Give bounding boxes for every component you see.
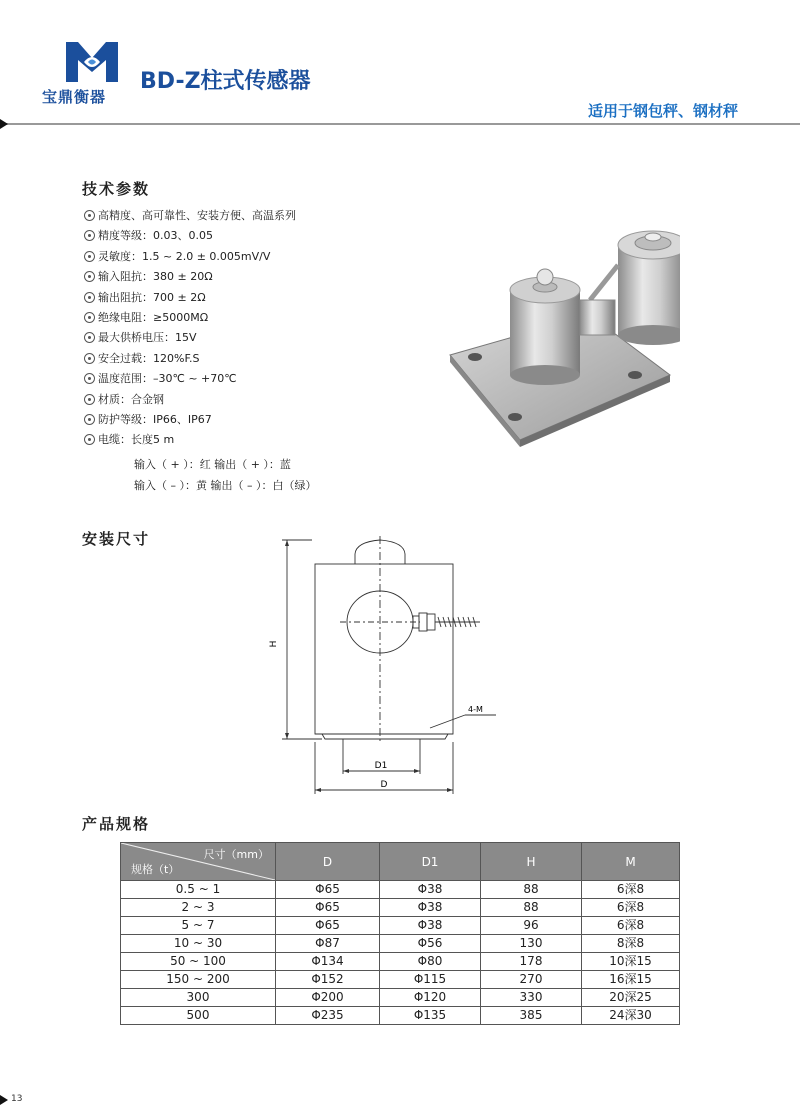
bullet-icon <box>84 353 95 364</box>
table-cell: Φ235 <box>276 1007 380 1025</box>
cable-wiring-line: 输入（ – ）：黄 输出（ – ）：白（绿） <box>134 479 317 492</box>
spec-item: 输入阻抗：380 ± 20Ω <box>84 267 296 287</box>
bullet-icon <box>84 414 95 425</box>
spec-item: 绝缘电阻：≥5000MΩ <box>84 308 296 328</box>
d-label: D <box>380 780 388 790</box>
table-row <box>121 899 680 917</box>
spec-item: 高精度、高可靠性、安装方便、高温系列 <box>84 206 296 226</box>
spec-item: 防护等级：IP66、IP67 <box>84 410 296 430</box>
table-cell: Φ65 <box>276 917 380 935</box>
table-cell: Φ65 <box>276 881 380 899</box>
company-name: 宝鼎衡器 <box>42 88 107 106</box>
install-section-title: 安装尺寸 <box>82 530 151 548</box>
page-title: BD-Z柱式传感器 <box>140 69 311 94</box>
table-cell: Φ38 <box>380 899 481 917</box>
table-cell: 178 <box>481 953 582 971</box>
table-cell: 16深15 <box>582 971 680 989</box>
table-cell: 300 <box>121 989 276 1007</box>
product-photo <box>440 205 680 450</box>
spec-item: 精度等级：0.03、0.05 <box>84 226 296 246</box>
table-cell: Φ38 <box>380 917 481 935</box>
bullet-icon <box>84 292 95 303</box>
d1-label: D1 <box>374 761 388 771</box>
table-cell: Φ200 <box>276 989 380 1007</box>
table-cell: Φ152 <box>276 971 380 989</box>
table-cell: 330 <box>481 989 582 1007</box>
page-number: 13 <box>11 1094 23 1104</box>
table-cell: 6深8 <box>582 881 680 899</box>
table-cell: 88 <box>481 881 582 899</box>
table-cell: 5 ~ 7 <box>121 917 276 935</box>
table-cell: Φ38 <box>380 881 481 899</box>
table-cell: 150 ~ 200 <box>121 971 276 989</box>
bullet-icon <box>84 373 95 384</box>
header-divider <box>0 123 800 125</box>
table-row <box>121 953 680 971</box>
table-cell: 500 <box>121 1007 276 1025</box>
table-cell: Φ56 <box>380 935 481 953</box>
table-cell: 270 <box>481 971 582 989</box>
table-cell: Φ65 <box>276 899 380 917</box>
spec-item: 材质：合金钢 <box>84 390 296 410</box>
bullet-icon <box>84 332 95 343</box>
table-row <box>121 881 680 899</box>
bullet-icon <box>84 230 95 241</box>
table-cell: 385 <box>481 1007 582 1025</box>
table-cell: 6深8 <box>582 899 680 917</box>
table-cell: 24深30 <box>582 1007 680 1025</box>
table-cell: 96 <box>481 917 582 935</box>
table-cell: 6深8 <box>582 917 680 935</box>
m-label: 4-M <box>468 705 483 714</box>
bullet-icon <box>84 434 95 445</box>
h-label: H <box>269 640 279 648</box>
column-header: D <box>276 843 380 881</box>
table-cell: 10深15 <box>582 953 680 971</box>
table-cell: Φ87 <box>276 935 380 953</box>
table-row <box>121 935 680 953</box>
table-cell: 2 ~ 3 <box>121 899 276 917</box>
table-cell: 130 <box>481 935 582 953</box>
table-row <box>121 989 680 1007</box>
table-row <box>121 971 680 989</box>
bullet-icon <box>84 312 95 323</box>
table-corner-header <box>121 843 276 881</box>
column-header: M <box>582 843 680 881</box>
table-cell: 8深8 <box>582 935 680 953</box>
spec-item: 最大供桥电压：15V <box>84 328 296 348</box>
spec-item: 灵敏度：1.5 ~ 2.0 ± 0.005mV/V <box>84 247 296 267</box>
table-row <box>121 917 680 935</box>
bullet-icon <box>84 210 95 221</box>
spec-table <box>120 842 680 1025</box>
header-dimension-label: 尺寸（mm） <box>203 848 269 861</box>
page-subtitle: 适用于钢包秤、钢材秤 <box>588 102 739 120</box>
company-logo <box>62 38 122 88</box>
spec-item: 输出阻抗：700 ± 2Ω <box>84 288 296 308</box>
spec-list <box>84 206 296 451</box>
table-row <box>121 1007 680 1025</box>
arrow-marker-icon <box>0 119 8 129</box>
column-header: H <box>481 843 582 881</box>
spec-section-title: 技术参数 <box>82 180 151 198</box>
product-section-title: 产品规格 <box>82 815 151 833</box>
column-header: D1 <box>380 843 481 881</box>
bullet-icon <box>84 271 95 282</box>
table-header-row <box>121 843 680 881</box>
spec-item: 电缆：长度5 m <box>84 430 296 450</box>
bullet-icon <box>84 251 95 262</box>
header-capacity-label: 规格（t） <box>131 863 180 876</box>
table-cell: 50 ~ 100 <box>121 953 276 971</box>
table-cell: Φ120 <box>380 989 481 1007</box>
spec-item: 安全过载：120%F.S <box>84 349 296 369</box>
table-cell: Φ115 <box>380 971 481 989</box>
table-cell: Φ135 <box>380 1007 481 1025</box>
cable-wiring-line: 输入（ + ）：红 输出（ + ）：蓝 <box>134 458 291 471</box>
table-cell: Φ134 <box>276 953 380 971</box>
spec-item: 温度范围：–30℃ ~ +70℃ <box>84 369 296 389</box>
table-cell: 10 ~ 30 <box>121 935 276 953</box>
table-cell: Φ80 <box>380 953 481 971</box>
table-cell: 20深25 <box>582 989 680 1007</box>
bullet-icon <box>84 394 95 405</box>
table-cell: 88 <box>481 899 582 917</box>
installation-drawing <box>260 532 500 797</box>
arrow-marker-icon <box>0 1095 8 1105</box>
table-cell: 0.5 ~ 1 <box>121 881 276 899</box>
